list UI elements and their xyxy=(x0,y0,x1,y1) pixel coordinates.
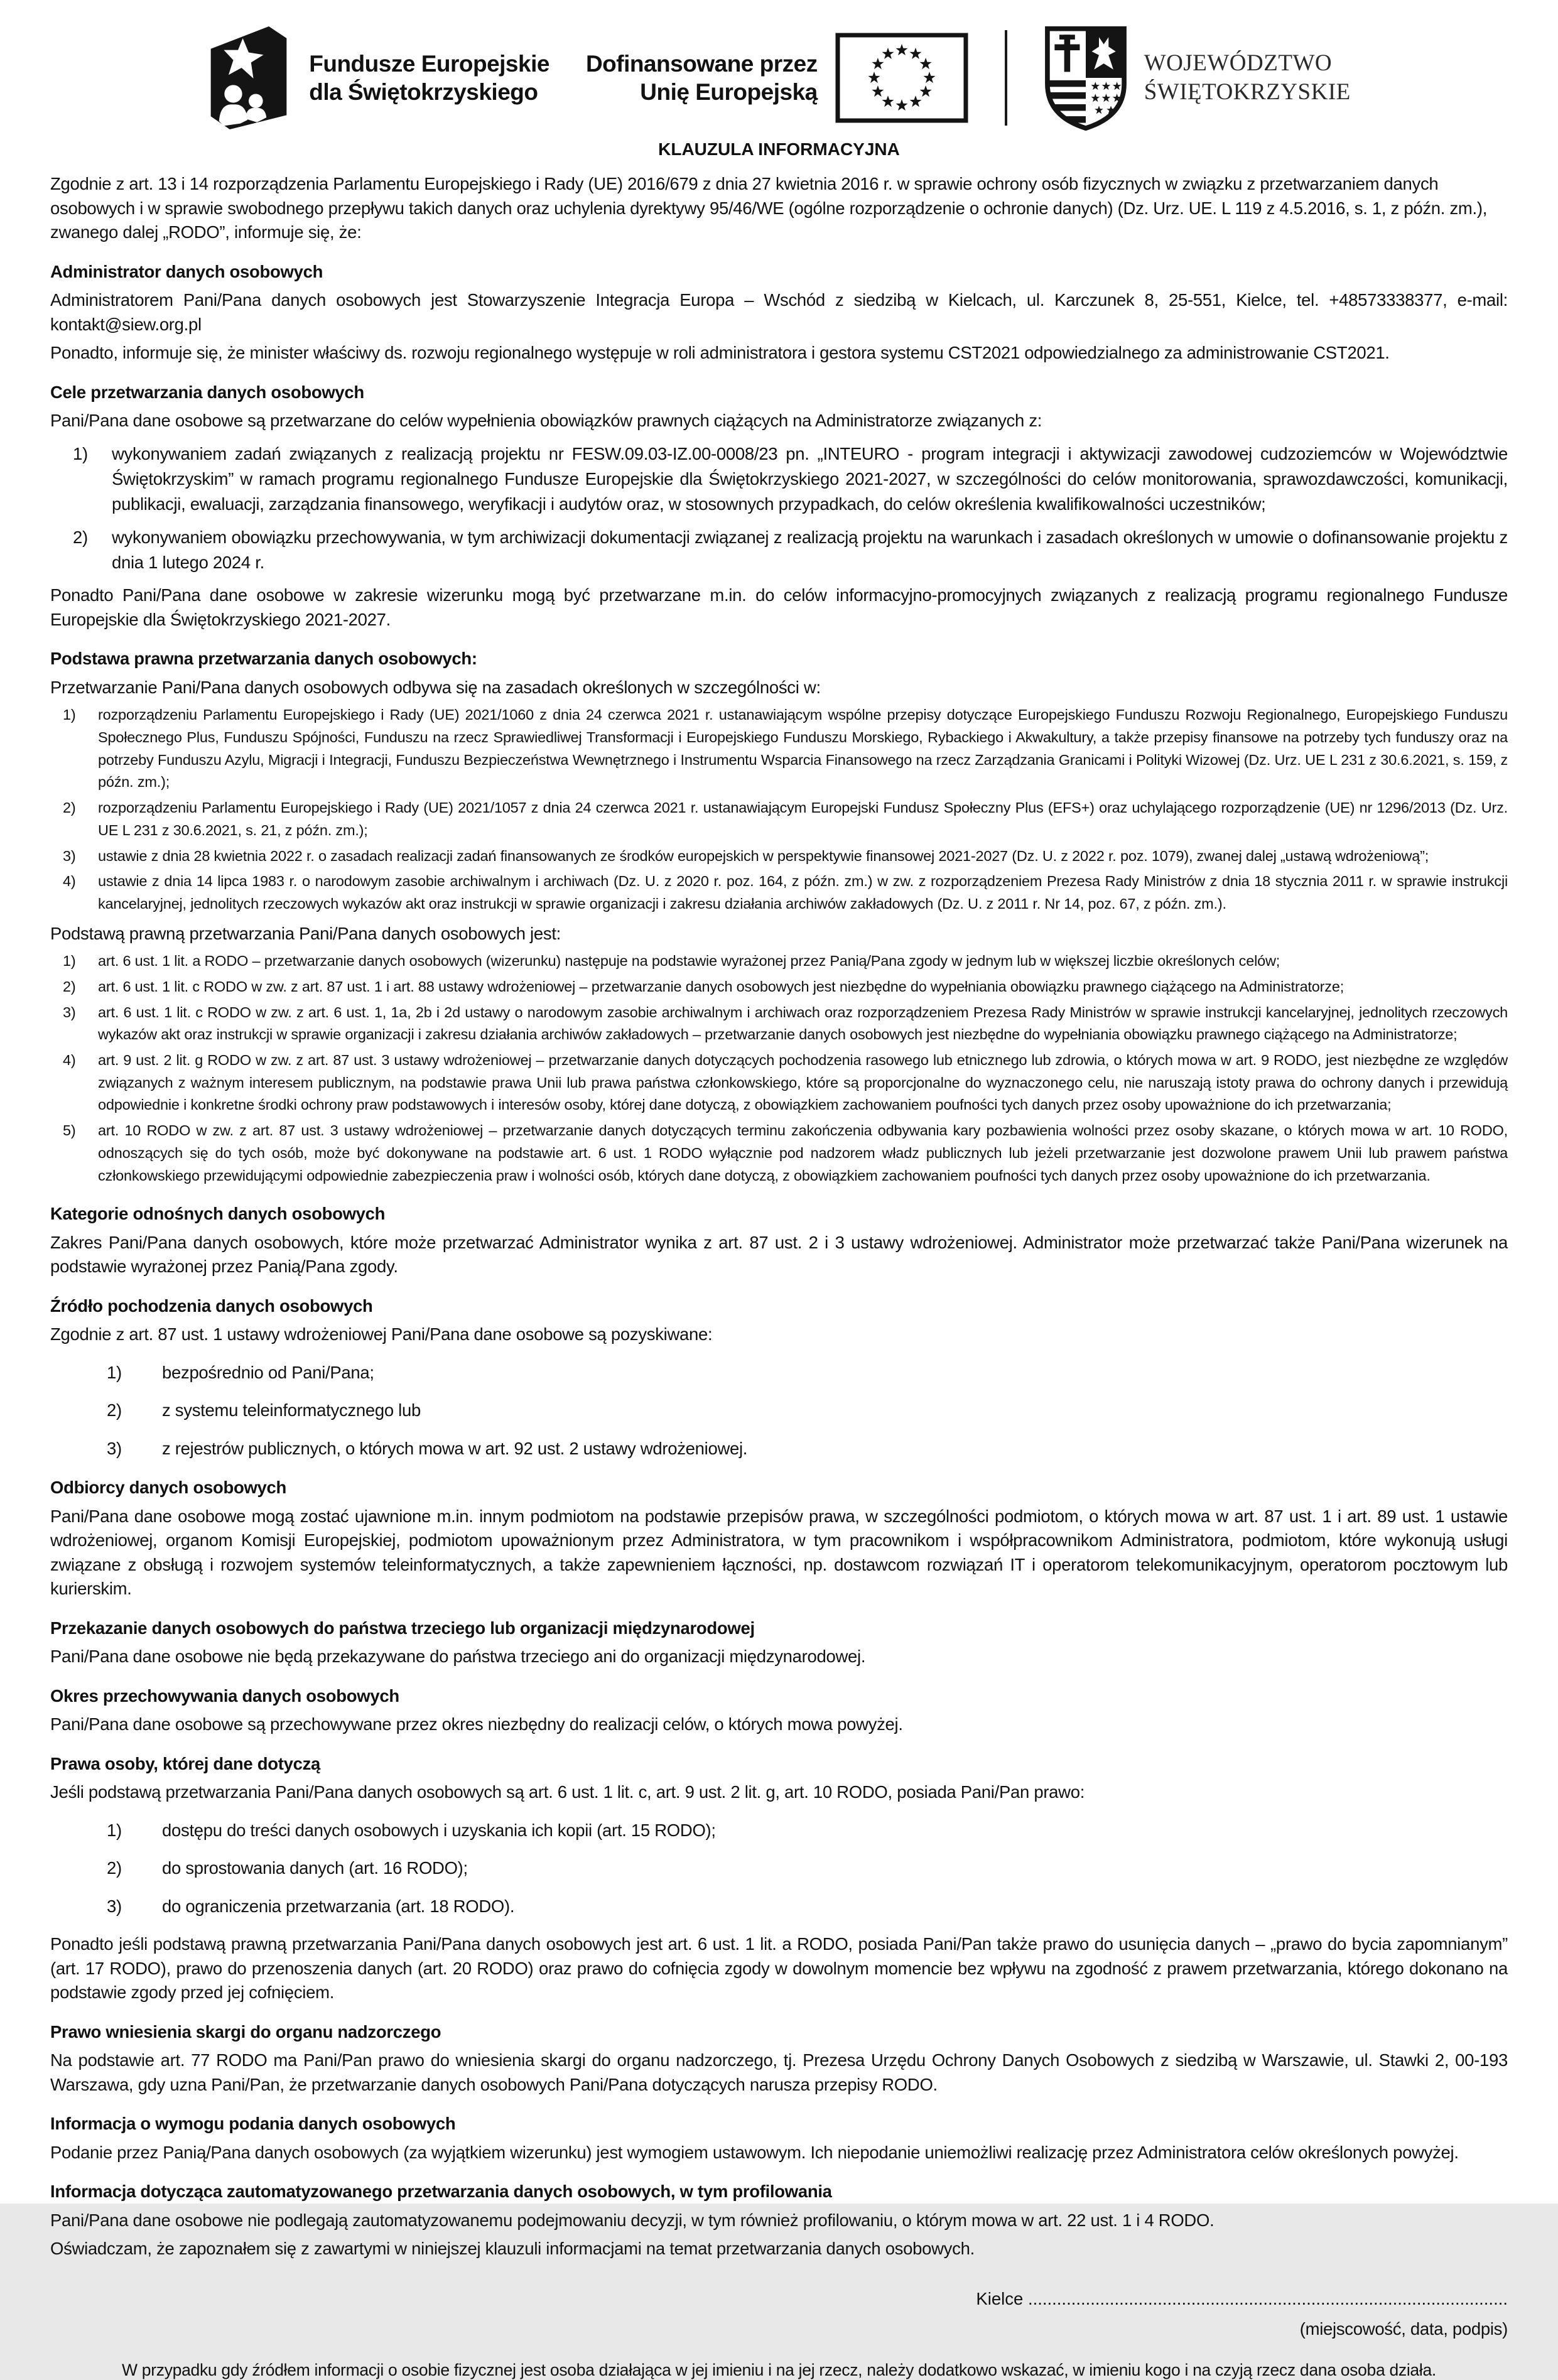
list-item-number: 4) xyxy=(63,1052,76,1069)
eu-funding-logo xyxy=(586,33,968,123)
paragraph: Zgodnie z art. 87 ust. 1 ustawy wdrożeniowej Pani/Pana dane osobowe są pozyskiwane: xyxy=(50,1324,713,1344)
list-item-text: bezpośrednio od Pani/Pana; xyxy=(162,1362,374,1382)
list-item-number: 2) xyxy=(63,799,76,816)
list-item xyxy=(50,1856,1508,1881)
list-item-number: 1) xyxy=(107,1820,122,1840)
paragraph: Ponadto Pani/Pana dane osobowe w zakresie wizerunku mogą być przetwarzane m.in. do celów informacyjno-promocyjnych związanych z realizacją programu regionalnego Fundusze Europejskie dla Świętokrzyskiego 2021-2027. xyxy=(50,585,1508,629)
list-item xyxy=(50,1361,1508,1385)
list-item-text: art. 6 ust. 1 lit. a RODO – przetwarzanie danych osobowych (wizerunku) następuje na podstawie wyrażonej przez Panią/Pana zgody w jednym lub w większej liczbie określonych celów; xyxy=(98,953,1280,970)
eu-logo-line2: Unię Europejską xyxy=(640,79,818,105)
list-item xyxy=(50,1819,1508,1843)
section-heading: Kategorie odnośnych danych osobowych xyxy=(50,1204,386,1224)
paragraph: Zgodnie z art. 13 i 14 rozporządzenia Parlamentu Europejskiego i Rady (UE) 2016/679 z dnia 27 kwietnia 2016 r. w sprawie ochrony osób fizycznych w związku z przetwarzaniem danych osobowych i w sprawie swobodnego przepływu takich danych oraz uchylenia dyrektywy 95/46/WE (ogólne rozporządzenie o ochronie danych) (Dz. Urz. UE. L 119 z 4.5.2016, s. 1, z późn. zm.), zwanego dalej „RODO”, informuje się, że: xyxy=(50,174,1488,242)
fundusze-europejskie-logo xyxy=(207,25,549,131)
section-heading: Cele przetwarzania danych osobowych xyxy=(50,382,364,402)
section-heading: Administrator danych osobowych xyxy=(50,261,323,281)
paragraph: Zakres Pani/Pana danych osobowych, które może przetwarzać Administrator wynika z art. 87 ust. 2 i 3 ustawy wdrożeniowej. Administrator może przetwarzać także Pani/Pana wizerunek na podstawie wyrażonej przez Panią/Pana zgody. xyxy=(50,1232,1508,1277)
list-item-text: dostępu do treści danych osobowych i uzyskania ich kopii (art. 15 RODO); xyxy=(162,1820,716,1840)
list-item xyxy=(50,1398,1508,1423)
numbered-list xyxy=(50,1819,1508,1919)
list-item-text: wykonywaniem zadań związanych z realizacją projektu nr FESW.09.03-IZ.00-0008/23 pn. „INTEURO - program integracji i aktywizacji zawodowej cudzoziemców w Województwie Świętokrzyskim” w ramach programu regionalnego Fundusze Europejskie dla Świętokrzyskiego 2021-2027, w szczególności do celów monitorowania, sprawozdawczości, komunikacji, publikacji, ewaluacji, zarządzania finansowego, weryfikacji i audytów oraz, w stosownych przypadkach, do celów określenia kwalifikowalności uczestników; xyxy=(112,443,1508,514)
list-item-number: 1) xyxy=(63,706,76,723)
page-title: KLAUZULA INFORMACYJNA xyxy=(658,139,900,159)
list-item-text: ustawie z dnia 28 kwietnia 2022 r. o zasadach realizacji zadań finansowanych ze środków europejskich w perspektywie finansowej 2021-2027 (Dz. U. z 2022 r. poz. 1079), zwanej dalej „ustawą wdrożeniową”; xyxy=(98,847,1429,864)
list-item-text: do ograniczenia przetwarzania (art. 18 RODO). xyxy=(162,1896,515,1916)
fe-logo-text xyxy=(309,50,549,106)
paragraph: Pani/Pana dane osobowe nie podlegają zautomatyzowanemu podejmowaniu decyzji, w tym również profilowaniu, o którym mowa w art. 22 ust. 1 i 4 RODO. xyxy=(50,2210,1214,2230)
list-item-number: 3) xyxy=(63,847,76,864)
section-heading: Informacja dotycząca zautomatyzowanego przetwarzania danych osobowych, w tym profilowania xyxy=(50,2182,832,2202)
section-heading: Okres przechowywania danych osobowych xyxy=(50,1685,399,1706)
list-item-number: 2) xyxy=(107,1400,122,1420)
section-heading: Prawo wniesienia skargi do organu nadzorczego xyxy=(50,2021,441,2042)
list-item-text: art. 9 ust. 2 lit. g RODO w zw. z art. 87 ust. 3 ustawy wdrożeniowej – przetwarzanie danych dotyczących pochodzenia rasowego lub etnicznego lub zdrowia, o których mowa w art. 9 RODO, jest niezbędne ze względów związanych z ważnym interesem publicznym, na podstawie prawa Unii lub prawa państwa członkowskiego, które są proporcjonalne do wyznaczonego celu, nie naruszają istoty prawa do ochrony danych i przewidują odpowiednie i konkretne środki ochrony praw podstawowych i interesów osoby, której dane dotyczą, z obowiązkiem zachowaniem poufności tych danych przez osoby upoważnione do ich przetwarzania; xyxy=(98,1052,1508,1113)
list-item-text: art. 6 ust. 1 lit. c RODO w zw. z art. 87 ust. 1 i art. 88 ustawy wdrożeniowej – przetwarzanie danych osobowych jest niezbędne do wypełniania obowiązku prawnego ciążącego na Administratorze; xyxy=(98,978,1344,995)
section-heading: Podstawa prawna przetwarzania danych osobowych: xyxy=(50,649,477,669)
list-item-number: 3) xyxy=(63,1003,76,1020)
eu-logo-line1: Dofinansowane przez xyxy=(585,50,818,77)
paragraph: Oświadczam, że zapoznałem się z zawartymi w niniejszej klauzuli informacjami na temat przetwarzania danych osobowych. xyxy=(50,2239,975,2259)
paragraph: Pani/Pana dane osobowe nie będą przekazywane do państwa trzeciego ani do organizacji międzynarodowej. xyxy=(50,1647,866,1667)
section-heading: Odbiorcy danych osobowych xyxy=(50,1478,287,1498)
paragraph: Administratorem Pani/Pana danych osobowych jest Stowarzyszenie Integracja Europa – Wschód z siedzibą w Kielcach, ul. Karczunek 8, 25-551, Kielce, tel. +48573338377, e-mail: kontakt@siew.org.pl xyxy=(50,290,1508,334)
list-item-number: 2) xyxy=(73,527,88,547)
swietokrzyskie-coat-of-arms-icon xyxy=(1044,25,1128,131)
list-item-number: 1) xyxy=(73,443,88,463)
numbered-list xyxy=(50,704,1508,915)
eu-logo-text xyxy=(586,50,818,106)
wojewodztwo-swietokrzyskie-logo xyxy=(1044,25,1351,131)
numbered-list xyxy=(50,441,1508,576)
list-item xyxy=(50,845,1508,868)
signature-place-line: Kielce .................................................................................................... xyxy=(976,2288,1508,2308)
list-item-text: art. 10 RODO w zw. z art. 87 ust. 3 ustawy wdrożeniowej – przetwarzanie danych dotyczących terminu zakończenia odbywania kary pozbawienia wolności przez osoby skazane, o których mowa w art. 10 RODO, odnoszących się do tych osób, może być dokonywane na podstawie art. 6 ust. 1 RODO wyłącznie pod nadzorem władz publicznych lub jeżeli przetwarzanie jest dozwolone prawem Unii lub prawem państwa członkowskiego przewidującymi odpowiednie zabezpieczenia praw i wolności osób, których dane dotyczą, z obowiązkiem zachowaniem poufności tych danych przez osoby upoważnione do ich przetwarzania. xyxy=(98,1122,1508,1184)
paragraph: Podstawą prawną przetwarzania Pani/Pana danych osobowych jest: xyxy=(50,923,561,943)
paragraph: Jeśli podstawą przetwarzania Pani/Pana danych osobowych są art. 6 ust. 1 lit. c, art. 9 ust. 2 lit. g, art. 10 RODO, posiada Pani/Pan prawo: xyxy=(50,1782,1085,1802)
paragraph: Przetwarzanie Pani/Pana danych osobowych odbywa się na zasadach określonych w szczególności w: xyxy=(50,677,821,697)
list-item xyxy=(50,525,1508,575)
numbered-list xyxy=(50,950,1508,1187)
fe-logo-line2: dla Świętokrzyskiego xyxy=(309,79,538,105)
ws-logo-line1: WOJEWÓDZTWO xyxy=(1144,50,1333,76)
list-item-text: z systemu teleinformatycznego lub xyxy=(162,1400,421,1420)
list-item xyxy=(50,1002,1508,1046)
list-item-number: 1) xyxy=(107,1362,122,1382)
list-item xyxy=(50,1895,1508,1919)
list-item-number: 2) xyxy=(63,978,76,995)
paragraph: Ponadto, informuje się, że minister właściwy ds. rozwoju regionalnego występuje w roli administratora i gestora systemu CST2021 odpowiedzialnego za administrowanie CST2021. xyxy=(50,343,1390,362)
list-item-text: rozporządzeniu Parlamentu Europejskiego i Rady (UE) 2021/1057 z dnia 24 czerwca 2021 r. ustanawiającym Europejski Fundusz Społeczny Plus (EFS+) oraz uchylającego rozporządzenie (UE) nr 1296/2013 (Dz. Urz. UE L 231 z 30.6.2021, s. 21, z późn. zm.); xyxy=(98,799,1508,838)
list-item-text: z rejestrów publicznych, o których mowa w art. 92 ust. 2 ustawy wdrożeniowej. xyxy=(162,1438,748,1458)
list-item-number: 5) xyxy=(63,1122,76,1139)
list-item xyxy=(50,976,1508,998)
footnote: W przypadku gdy źródłem informacji o osobie fizycznej jest osoba działająca w jej imieniu i na jej rzecz, należy dodatkowo wskazać, w imieniu kogo i na czyją rzecz dana osoba działa. xyxy=(122,2360,1436,2379)
ws-logo-text xyxy=(1144,49,1351,107)
paragraph: Pani/Pana dane osobowe mogą zostać ujawnione m.in. innym podmiotom na podstawie przepisów prawa, w szczególności podmiotom, o których mowa w art. 87 ust. 1 i art. 89 ust. 1 ustawie wdrożeniowej, organom Komisji Europejskiej, podmiotom upoważnionym przez Administratora, w tym pracownikom i współpracownikom Administratora, podmiotom, które wykonują usługi związane z obsługą i rozwojem systemów teleinformatycznych, a także zapewnieniem łączności, np. dostawcom rozwiązań IT i operatorom telekomunikacyjnym, operatorom pocztowym lub kurierskim. xyxy=(50,1506,1508,1599)
fe-flag-icon xyxy=(207,25,290,131)
list-item-number: 1) xyxy=(63,953,76,970)
list-item xyxy=(50,950,1508,973)
ws-logo-line2: ŚWIĘTOKRZYSKIE xyxy=(1144,79,1351,105)
list-item-text: art. 6 ust. 1 lit. c RODO w zw. z art. 6 ust. 1, 1a, 2b i 2d ustawy o narodowym zasobie archiwalnym i archiwach oraz rozporządzeniem Prezesa Rady Ministrów w sprawie instrukcji kancelaryjnej, jednolitych rzeczowych wykazów akt oraz instrukcji w sprawie organizacji i zakresu działania archiwów zakładowych – przetwarzanie danych osobowych jest niezbędne do wypełniania obowiązku prawnego ciążącego na Administratorze; xyxy=(98,1003,1508,1043)
section-heading: Źródło pochodzenia danych osobowych xyxy=(50,1295,373,1316)
paragraph: Ponadto jeśli podstawą prawną przetwarzania Pani/Pana danych osobowych jest art. 6 ust. 1 lit. a RODO, posiada Pani/Pan także prawo do usunięcia danych – „prawo do bycia zapomnianym” (art. 17 RODO), prawo do przenoszenia danych (art. 20 RODO) oraz prawo do cofnięcia zgody w dowolnym momencie bez wpływu na zgodność z prawem przetwarzania, którego dokonano na podstawie zgody przed jej cofnięciem. xyxy=(50,1934,1508,2003)
list-item-text: wykonywaniem obowiązku przechowywania, w tym archiwizacji dokumentacji związanej z realizacją projektu na warunkach i zasadach określonych w umowie o dofinansowanie projektu z dnia 1 lutego 2024 r. xyxy=(112,527,1508,573)
paragraph: Pani/Pana dane osobowe są przetwarzane do celów wypełnienia obowiązków prawnych ciążących na Administratorze związanych z: xyxy=(50,411,1042,430)
list-item xyxy=(50,1049,1508,1117)
list-item-number: 2) xyxy=(107,1858,122,1878)
paragraph: Pani/Pana dane osobowe są przechowywane przez okres niezbędny do realizacji celów, o których mowa powyżej. xyxy=(50,1714,903,1734)
section-heading: Przekazanie danych osobowych do państwa trzeciego lub organizacji międzynarodowej xyxy=(50,1618,755,1638)
list-item xyxy=(50,870,1508,915)
list-item-number: 4) xyxy=(63,873,76,890)
list-item-text: rozporządzeniu Parlamentu Europejskiego i Rady (UE) 2021/1060 z dnia 24 czerwca 2021 r. ustanawiającym wspólne przepisy dotyczące Europejskiego Funduszu Rozwoju Regionalnego, Europejskiego Funduszu Społecznego Plus, Funduszu Spójności, Funduszu na rzecz Sprawiedliwej Transformacji i Europejskiego Funduszu Morskiego, Rybackiego i Akwakultury, a także przepisy finansowe na potrzeby tych funduszy oraz na potrzeby Funduszu Azylu, Migracji i Integracji, Funduszu Bezpieczeństwa Wewnętrznego i Instrumentu Wsparcia Finansowego na rzecz Zarządzania Granicami i Polityki Wizowej (Dz. Urz. UE L 231 z 30.6.2021, s. 159, z późn. zm.); xyxy=(98,706,1508,791)
document-header xyxy=(63,25,1495,131)
vertical-divider xyxy=(1005,30,1007,126)
list-item xyxy=(50,797,1508,841)
list-item xyxy=(50,441,1508,517)
numbered-list xyxy=(50,1361,1508,1461)
list-item-number: 3) xyxy=(107,1438,122,1458)
paragraph: Na podstawie art. 77 RODO ma Pani/Pan prawo do wniesienia skargi do organu nadzorczego, tj. Prezesa Urzędu Ochrony Danych Osobowych z siedzibą w Warszawie, ul. Stawki 2, 00-193 Warszawa, gdy uzna Pani/Pan, że przetwarzanie danych osobowych Pani/Pana dotyczących narusza przepisy RODO. xyxy=(50,2050,1508,2094)
list-item-text: ustawie z dnia 14 lipca 1983 r. o narodowym zasobie archiwalnym i archiwach (Dz. U. z 2020 r. poz. 164, z późn. zm.) w zw. z rozporządzeniem Prezesa Rady Ministrów z dnia 18 stycznia 2011 r. w sprawie instrukcji kancelaryjnej, jednolitych rzeczowych wykazów akt oraz instrukcji w sprawie organizacji i zakresu działania archiwów zakładowych (Dz. U. z 2011 r. Nr 14, poz. 67, z późn. zm.). xyxy=(98,873,1508,912)
list-item-text: do sprostowania danych (art. 16 RODO); xyxy=(162,1858,468,1878)
document-body xyxy=(50,172,1508,2261)
fe-logo-line1: Fundusze Europejskie xyxy=(309,50,549,77)
eu-flag-icon xyxy=(835,33,968,123)
list-item xyxy=(50,1120,1508,1187)
signature-caption: (miejscowość, data, podpis) xyxy=(1299,2318,1508,2339)
paragraph: Podanie przez Panią/Pana danych osobowych (za wyjątkiem wizerunku) jest wymogiem ustawowym. Ich niepodanie uniemożliwi realizację przez Administratora celów określonych powyżej. xyxy=(50,2142,1459,2162)
list-item-number: 3) xyxy=(107,1896,122,1916)
section-heading: Informacja o wymogu podania danych osobowych xyxy=(50,2114,456,2134)
section-heading: Prawa osoby, której dane dotyczą xyxy=(50,1753,321,1773)
list-item xyxy=(50,1437,1508,1461)
list-item xyxy=(50,704,1508,794)
